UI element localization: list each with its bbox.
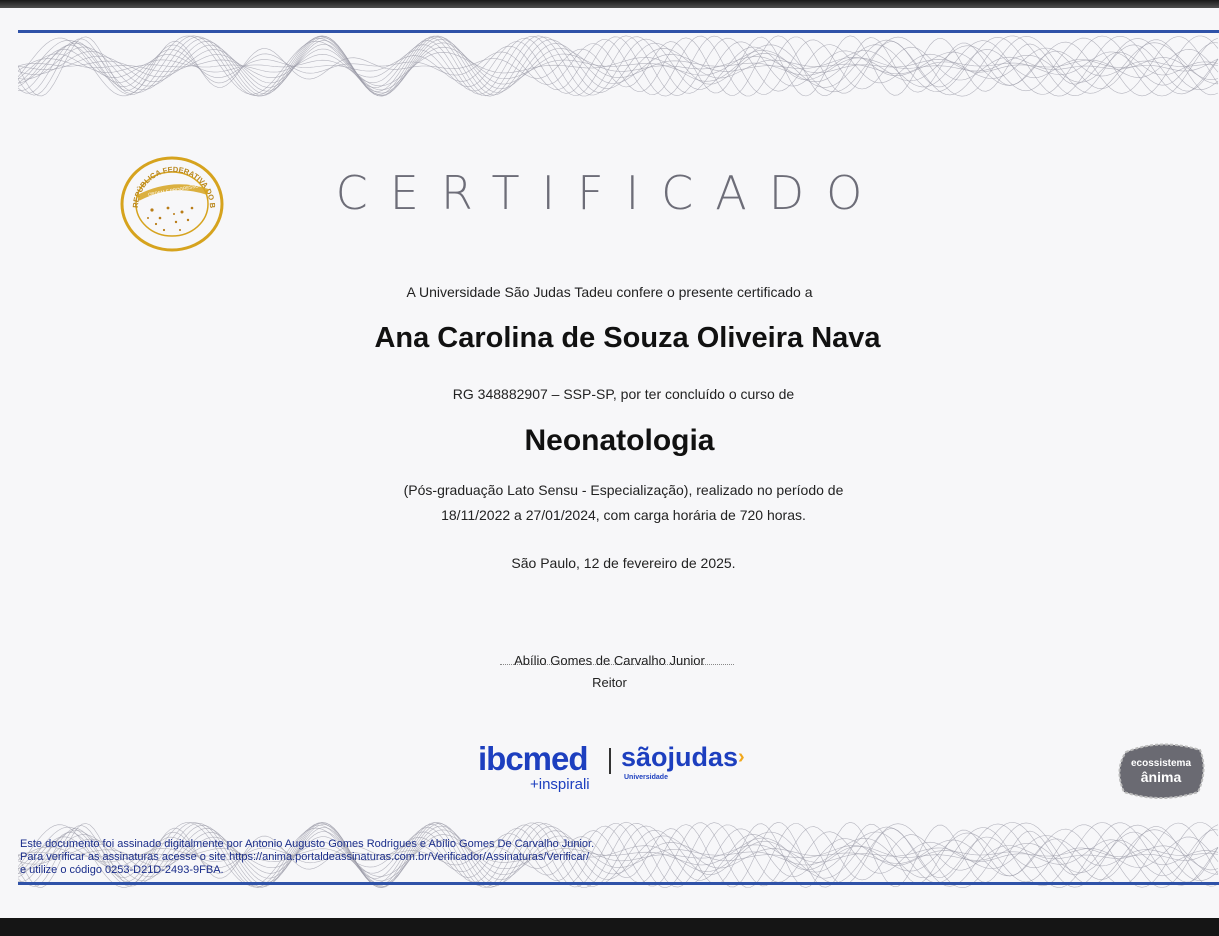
anima-line1: ecossistema: [1130, 758, 1192, 769]
rg-line: RG 348882907 – SSP-SP, por ter concluído o curso de: [452, 386, 795, 402]
seal-ring-text: REPÚBLICA FEDERATIVA DO B: [130, 164, 218, 209]
intro-text: A Universidade São Judas Tadeu confere o presente certificado a: [406, 284, 813, 300]
brazil-seal: [118, 152, 226, 252]
footer-line1: Este documento foi assinado digitalmente por Antonio Augusto Gomes Rodrigues e Abílio Gomes De Carvalho Junior.: [20, 838, 595, 850]
universidade-label: Universidade: [624, 774, 668, 781]
course-name: Neonatologia: [524, 424, 715, 457]
institution-logos: [478, 740, 778, 800]
anima-line2: ânima: [1140, 769, 1182, 785]
guilloche-border-top: [18, 30, 1219, 102]
chevron-icon: ›: [738, 746, 745, 768]
svg-text:REPÚBLICA FEDERATIVA DO BRASIL: [118, 152, 217, 209]
certificate-title: CERTIFICADO: [335, 166, 885, 220]
signer-name: Abílio Gomes de Carvalho Junior: [514, 653, 705, 668]
saojudas-logo: sãojudas: [621, 742, 739, 772]
recipient-name: Ana Carolina de Souza Oliveira Nava: [374, 322, 881, 354]
logo-divider: [609, 748, 611, 774]
photo-bottom-edge: [0, 918, 1219, 936]
footer-line2: Para verificar as assinaturas acesse o site https://anima.portaldeassinaturas.com.br/Verificador/Assinaturas/Verificar/: [20, 851, 590, 863]
digital-signature-note: [20, 838, 594, 877]
anima-ecosystem-logo: [1116, 740, 1206, 802]
border-rule-bottom: [18, 882, 1219, 885]
course-details-line2: 18/11/2022 a 27/01/2024, com carga horária de 720 horas.: [441, 507, 806, 523]
footer-line3: e utilize o código 0253-D21D-2493-9FBA.: [20, 864, 224, 876]
inspirali-logo: +inspirali: [530, 776, 590, 793]
seal-motto: ORDEM E PROGRESSO: [147, 183, 200, 198]
place-date: São Paulo, 12 de fevereiro de 2025.: [511, 555, 736, 571]
signer-role: Reitor: [592, 675, 627, 690]
course-details-line1: (Pós-graduação Lato Sensu - Especialização), realizado no período de: [403, 482, 844, 498]
border-rule-top: [18, 30, 1219, 33]
ibcmed-logo: ibcmed: [478, 740, 588, 777]
